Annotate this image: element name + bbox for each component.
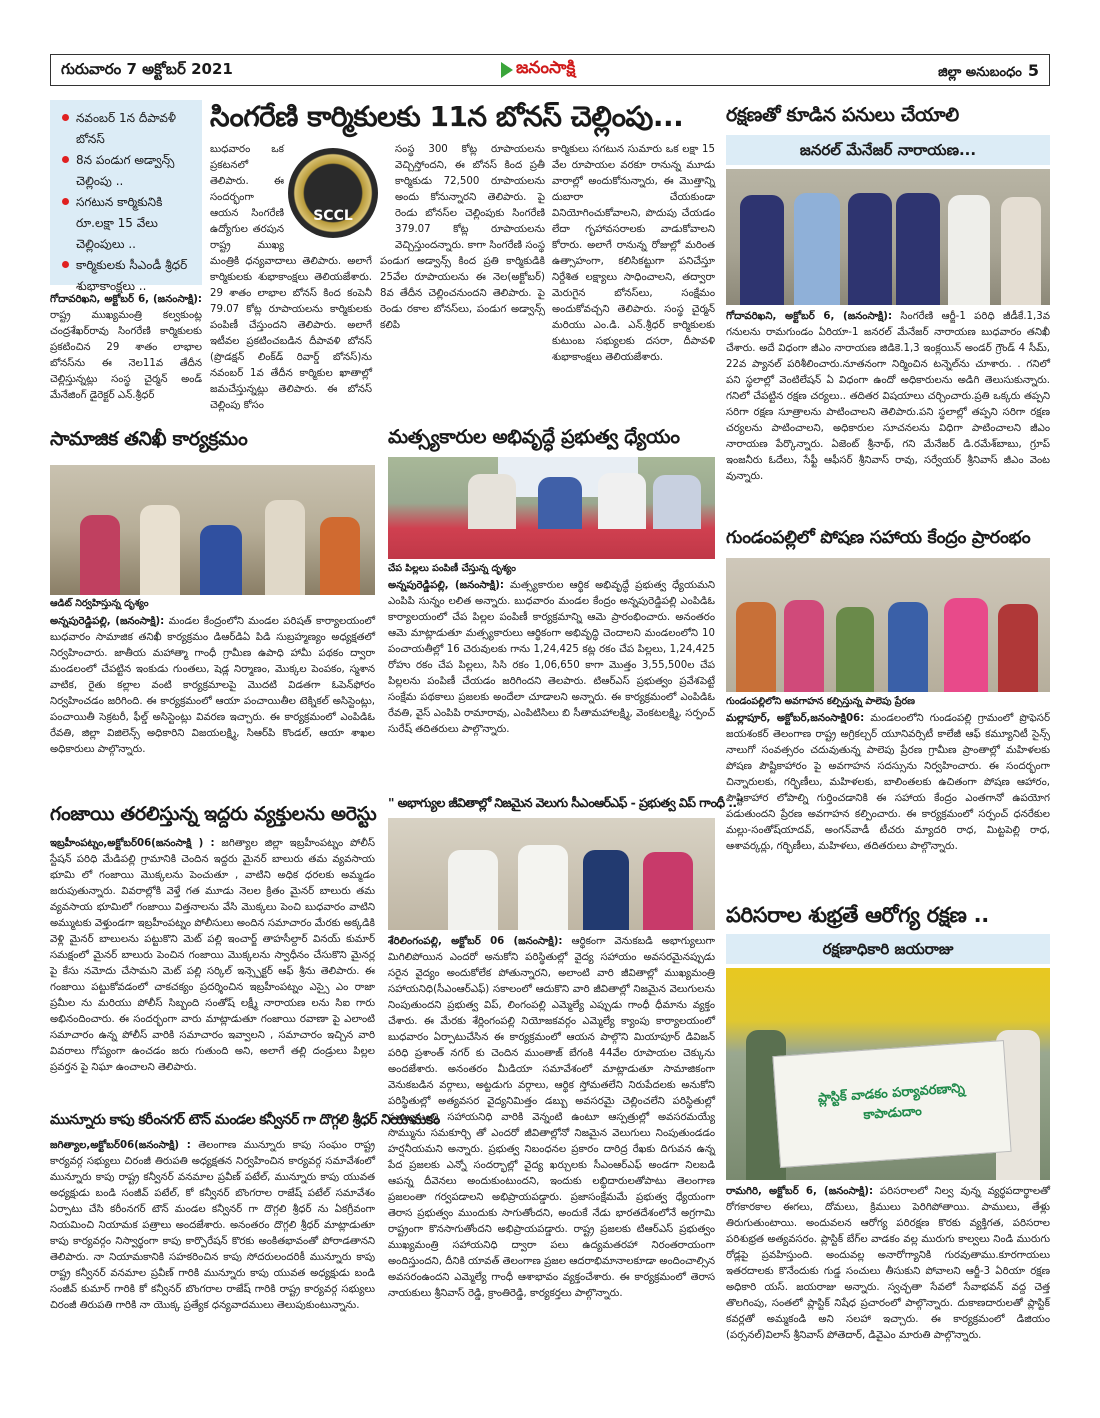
article-body — [50, 836, 375, 1096]
highlight-item: కార్మికులకు సీఎండీ శ్రీధర్ శుభాకాంక్షలు .. — [60, 255, 194, 297]
sccl-logo — [288, 148, 378, 238]
newspaper-logo — [501, 58, 575, 82]
sccl-logo-text: SCCL — [313, 208, 353, 224]
headline-clean-surroundings: పరిసరాల శుభ్రతే ఆరోగ్య రక్షణ .. — [726, 903, 989, 927]
headline-ganja-arrest: గంజాయి తరలిస్తున్న ఇద్దరు వ్యక్తులను అరెస్టు — [50, 803, 377, 825]
photo-cheque-handover — [388, 818, 715, 930]
dateline: అన్నపురెడ్డిపల్లి, (జనంసాక్షి): — [388, 580, 504, 591]
headline-cmrf: " అభాగ్యుల జీవితాల్లో నిజమైన వెలుగు సీఎంఆర్ఎఫ్ - ప్రభుత్వ విప్ గాంధీ .." — [388, 795, 743, 810]
article-text: మండలంలోని గుండంపల్లి గ్రామంలో ప్రొఫెసర్ జయశంకర్ తెలంగాణ రాష్ట్ర అగ్రికల్చర్ యూనివర్సిటీ కాలేజీ ఆఫ్ కమ్యూనిటీ సైన్స్ నాలుగో సంవత్సరం చదువుతున్న పాలెపు ప్రేరణ గ్రామీణ ప్రాంతాల్లో మహిళలకు పోషణ పౌష్టికాహారం పై అవగాహన సదస్సును నిర్వహించారు. ఈ సందర్భంగా చిన్నారులకు, గర్భిణీలు, మహిళలకు, బాలింతలకు ఉచితంగా పోషణ ఆహారం, పౌష్టికాహార లోపాల్ని గుర్తించడానికి ఈ సహాయ కేంద్రం ఎంతగానో ఉపయోగ పడుతుందని ప్రేరణ అవగాహన కల్పించారు. ఈ కార్యక్రమంలో సర్పంచ్ ధనరేకుల మల్లు-సంతోష్‌యాదవ్, అంగన్‌వాడీ టీచరు మ్యాదరి రాధ, మిట్టపెల్లి రాధ, ఆశావర్కర్లు, గర్భిణీలు, మహిళలు, తదితరులు పాల్గొన్నారు. — [726, 713, 1050, 852]
dateline: గోదావరిఖని, అక్టోబర్ 6, (జనంసాక్షి): — [726, 311, 893, 322]
article-body — [388, 934, 715, 1398]
headline-safety-works: రక్షణతో కూడిన పనులు చేయాలి — [726, 104, 959, 126]
article-body — [726, 711, 1050, 889]
article-text: జగిత్యాల జిల్లా ఇబ్రహీంపట్నం పోలీస్ స్టేషన్ పరిధి మేడిపల్లి గ్రామానికి చెందిన ఇద్దరు మైనర్ బాలురు తమ వ్యవసాయ భూమి లో గంజాయి మొక్కలను పెంచుతూ , వాటిని అధిక ధరలకు అమ్మడం జరుపుతున్నారు. వివరాల్లోకి వెళ్తే గత మూడు నెలల క్రితం మైనర్ బాలురు తమ వ్యవసాయ భూమిలో గంజాయి విత్తనాలను వేసి మొక్కలు పెంచి బుధవారం వాటిని అమ్ముటకు వెళ్తుండగా ఇబ్రహీంపట్నం పోలీసులు అందిన సమాచారం మేరకు అక్కడికి వెళ్లి మైనర్ బాలులను పట్టుకొని మెట్ పల్లి ఇంచార్జ్ తాహసీల్దార్ వినయ్ కుమార్ సమక్షంలో మైనర్ బాలురు పెంచిన గంజాయి మొక్కలను స్వాధీనం చేసుకొని మైనర్ల పై కేసు నమోదు చేసామని మెట్ పల్లి సర్కిల్ ఇన్స్పెక్టర్ ఆఫ్ శ్రీను తెలిపారు. ఈ గంజాయి పట్టుకోవడంలో చాకచక్యం ప్రదర్శించిన ఇబ్రహీంపట్నం ఎస్సై ఎం రాజా ప్రమీల ను మరియు పోలీస్ సిబ్బంది సంతోష్ లక్ష్మీ నారాయణ లను సిఐ గారు అభినందించారు. ఈ సందర్భంగా వారు మాట్లాడుతూ గంజాయి రవాణా పై ఎలాంటి సమాచారం ఉన్న పోలీస్ వారికి సమాచారం ఇవ్వాలని , సమాచారం ఇచ్చిన వారి వివరాలు గోప్యంగా ఉంచడం జరు గుతుంది అని, అలాగే తల్లి దండ్రులు పిల్లల ప్రవర్తన పై నిఘా ఉంచాలని తెలిపారు. — [50, 838, 375, 1073]
photo-caption: చేప పిల్లలు పంపిణీ చేస్తున్న దృశ్యం — [388, 563, 516, 574]
subheadline: రక్షణాధికారి జయరాజు — [726, 934, 1050, 964]
article-body — [726, 309, 1050, 519]
dateline: రామగిరి, అక్టోబర్ 6, (జనంసాక్షి): — [726, 1186, 874, 1197]
highlight-item: 8న పండుగ అడ్వాన్స్ చెల్లింపు .. — [60, 150, 194, 192]
article-body — [50, 292, 202, 401]
masthead — [50, 54, 1050, 86]
headline-munnuru-kapu: మున్నూరు కాపు కరీంనగర్ టౌన్ మండల కన్వీనర్ గా దొగ్గలి శ్రీధర్ నియామకం — [50, 1112, 440, 1128]
photo-fish-distribution — [388, 457, 715, 559]
article-text: సంస్థ 300 కోట్ల రూపాయలను వెచ్చిస్తోందని, ఈ బోనస్ కింద ప్రతీ కార్మికుడు 72,500 రూపాయలను అందు కోనున్నారని తెలిపారు. పై రెండు బోనస్‌ల చెల్లింపుకు సింగరేణి 379.07 కోట్ల రూపాయలను వెచ్చిస్తుందన్నారు. కాగా సింగరేణి సంస్థ పండుగ అడ్వాన్స్ కింద ప్రతి కార్మికుడికి 25వేల రూపాయలను ఈ నెల(అక్టోబర్) 8వ తేదీన చెల్లించనుందని తెలిపారు. పై రెండు రకాల బోనస్‌లు, పండుగ అడ్వాన్స్ కలిపి — [380, 144, 545, 331]
article-body — [388, 578, 715, 790]
photo-plastic-awareness — [726, 968, 1050, 1180]
article-text: పరిసరాలలో నిల్వ వున్న వ్యర్థపదార్థాలతో రోగకారకాల ఈగలు, దోమలు, క్రిములు పెరిగిపోతాయి. పాములు, తేళ్లు తిరుగుతుంటాయి. అందువలన ఆరోగ్య పరిరక్షణ కొరకు వ్యక్తిగత, పరిసరాల పరిశుభ్రత అత్యవసరం. ప్లాస్టిక్ బేగ్‌ల వాడకం వల్ల మురుగు కాల్వలు నిండి మురుగు రోడ్లపై ప్రవహిస్తుంది. అందువల్ల అనారోగ్యానికి గురవుతాము.కూరగాయలు ఇతరదాలకు కొనేందుకు గుడ్డ సంచులు తీసుకుని పోవాలని ఆర్జీ-3 ఏరియా రక్షణ అధికారి యస్. జయరాజు అన్నారు. స్వచ్ఛతా సేవలో సేవాభవన్ వద్ద చెత్త తొలగింపు, సంతలో ప్లాస్టిక్ నిషేధ ప్రచారంలో పాల్గొన్నారు. దుకాణదారులతో ప్లాస్టిక్ కవర్లతో అమ్మకండి అని సలహా ఇచ్చారు. ఈ కార్యక్రమంలో డిజియం (పర్సనల్)విలాస్ శ్రీనివాస్ పోతెదార్, డివైఎం మారుతి పాల్గొన్నారు. — [726, 1186, 1050, 1341]
photo-caption: ఆడిట్ నిర్వహిస్తున్న దృశ్యం — [50, 598, 149, 609]
logo-triangle-icon — [501, 62, 513, 78]
article-text: బుధవారం ఒక ప్రకటనలో తెలిపారు. ఈ సందర్భంగా ఆయన సింగరేణి ఉద్యోగుల తరపున రాష్ట్ర ముఖ్య మంత్రికి ధన్యవాదాలు తెలిపారు. అలాగే కార్మికులకు శుభాకాంక్షలు తెలియజేశారు. 29 శాతం లాభాల బోనస్ కింద కంపెనీ 79.07 కోట్ల రూపాయలను కార్మికులకు పంపిణీ చేస్తుందని తెలిపారు. అలాగే ఇటీవల ప్రకటించబడిన దీపావళి బోనస్ (ప్రొడక్షన్ లింక్‌డ్ రివార్డ్ బోనస్)ను నవంబర్ 1వ తేదీన కార్మికుల ఖాతాల్లో జమచేస్తున్నట్లు తెలిపారు. ఈ బోనస్ చెల్లింపు కోసం — [210, 144, 372, 411]
article-text: రాష్ట్ర ముఖ్యమంత్రి కల్వకుంట్ల చంద్రశేఖర్‌రావు సింగరేణి కార్మికులకు ప్రకటించిన 29 శాతం లాభాల బోనస్‌ను ఈ నెల11వ తేదీన చెల్లిస్తున్నట్లు సంస్థ చైర్మన్ అండ్ మేనేజింగ్ డైరెక్టర్ ఎన్.శ్రీధర్ — [50, 310, 202, 401]
photo-social-audit — [50, 465, 375, 595]
article-text: కార్మికులు సగటున సుమారు ఒక లక్షా 15 వేల రూపాయల వరకూ రానున్న మూడు వారాల్లో అందుకోనున్నారు, ఈ మొత్తాన్ని దుబారా చేయకుండా వినియోగించుకోవాలని, పొదుపు చేయడం లేదా గృహావసరాలకు వాడుకోవాలని కోరారు. అలాగే రానున్న రోజుల్లో మరింత ఉత్సాహంగా, కలిసికట్టుగా పనిచేస్తూ నిర్దేశిత లక్ష్యాలు సాధించాలని, తద్వారా మెరుగైన బోనస్‌లు, సంక్షేమం అందుకోవచ్చని తెలిపారు. సంస్థ చైర్మన్ మరియు ఎం.డి. ఎన్.శ్రీధర్ కార్మికులకు కుటుంబ సభ్యులకు దసరా, దీపావళి శుభాకాంక్షలు తెలియజేశారు. — [552, 144, 715, 363]
article-column — [380, 142, 545, 388]
issue-date: గురువారం 7 అక్టోబర్ 2021 — [61, 60, 233, 78]
article-body — [50, 1138, 375, 1398]
dateline: గోదావరిఖని, అక్టోబర్ 6, (జనంసాక్షి): — [50, 294, 202, 305]
dateline: జగిత్యాల,అక్టోబర్06(జనంసాక్షి) : — [50, 1140, 191, 1151]
article-text: సింగరేణి ఆర్జీ-1 పరిధి జీడీకే.1,3వ గనులను రామగుండం ఏరియా-1 జనరల్ మేనేజర్ నారాయణ బుధవారం తనిఖీ చేశారు. అదే విధంగా జీఎం నారాయణ జిడికె.1,3 ఇంక్లయిన్ అండర్ గ్రౌండ్ 4 సీమ్, 22వ ప్యానల్ పరిశీలించారు.నూతనంగా నిర్మించిన టన్నెల్‌ను చూశారు. . గనిలో పని స్థలాల్లో వెంటిలేషన్ ఏ విధంగా ఉందో అధికారులను అడిగి తెలుసుకున్నారు. గనిలో చేపట్టిన రక్షణ చర్యలు.. తదితర విషయాలు చర్చించారు.ప్రతి ఒక్కరు తప్పని సరిగా రక్షణ సూత్రాలను పాటించాలని తెలిపారు.పని స్థలాల్లో తప్పని సరిగా రక్షణ చర్యలను పాటించాలని, అధికారుల సూచనలను విధిగా పాటించాలని జీఎం నారాయణ పేర్కొన్నారు. ఏజెంట్ శ్రీనాథ్, గని మేనేజర్ డి.రమేశ్‌బాబు, గ్రూప్ ఇంజనీరు ఓదేలు, సేఫ్టీ ఆఫీసర్ శ్రీనివాస్ రావు, సర్వేయర్ శ్రీనివాస్ జీఎం వెంట వున్నారు. — [726, 311, 1050, 482]
banner-text: ప్లాస్టిక్ వాడకం పర్యావరణాన్ని కాపాడుదాం — [817, 1080, 966, 1123]
dateline: శేరిలింగంపల్లి, అక్టోబర్ 06 (జనంసాక్షి): — [388, 936, 563, 947]
photo-nutrition-center — [726, 558, 1050, 692]
dateline: మల్లాపూర్, అక్టోబర్,జనంసాక్షి06: — [726, 713, 865, 724]
article-column — [552, 142, 715, 388]
photo-gm-inspection — [726, 169, 1050, 305]
subheadline: జనరల్ మేనేజర్ నారాయణ... — [726, 135, 1050, 165]
section-name: జిల్లా అనుబంధం — [938, 65, 1022, 80]
article-text: తెలంగాణ మున్నూరు కాపు సంఘం రాష్ట్ర కార్యవర్గ సభ్యులు చిరంజీ తిరుపతి అధ్యక్షతన నిర్వహించిన కార్యవర్గ సమావేశంలో మున్నూరు కాపు రాష్ట్ర కన్వీనర్ వనమాల ప్రవీణ్ పటేల్, మున్నూరు కాపు యువత అధ్యక్షుడు బండి సంజీవ్ పటేల్, కో కన్వీనర్ బొంగరాల రాజేష్ పటేల్ సమావేశం ఏర్పాటు చేసి కరీంనగర్ టౌన్ మండల కన్వీనర్ గా దొగ్గలి శ్రీధర్ ను ఏకగ్రీవంగా నియమించి నియామక పత్రాలు అందజేశారు. అనంతరం దొగ్గలి శ్రీధర్ మాట్లాడుతూ కాపు కార్యవర్గం నిస్వార్థంగా కాపు కార్పొరేషన్ కొరకు అంకితభావంతో పోరాడతానని తెలిపారు. నా నియామకానికి సహకరించిన కాపు సోదరులందరికీ మున్నూరు కాపు రాష్ట్ర కన్వీనర్ వనమాల ప్రవీణ్ గారికి మున్నూరు కాపు యువత అధ్యక్షుడు బండి సంజీవ్ కుమార్ గారికి కో కన్వీనర్ బొంగరాల రాజేష్ గారికి రాష్ట్ర కార్యవర్గ సభ్యులు చిరంజీ తిరుపతి గారికి నా యొక్క ప్రత్యేక ధన్యవాదములు తెలుపుకుంటున్నాను. — [50, 1140, 375, 1311]
article-text: మత్స్యకారుల ఆర్థిక అభివృద్ధే ప్రభుత్వ ధ్యేయమని ఎంపిపి సున్నం లలిత అన్నారు. బుధవారం మండల కేంద్రం అన్నపురెడ్డిపల్లి ఎంపిడిఓ కార్యాలయంలో చేప పిల్లల పంపిణీ కార్యక్రమాన్ని ఆమె ప్రారంభించారు. అనంతరం ఆమె మాట్లాడుతూ మత్స్యకారులు ఆర్థికంగా అభివృద్ధి చెందాలని మండలంలోని 10 పంచాయతీల్లో 16 చెరువులకు గాను 1,24,425 కట్ల రకం చేప పిల్లలు, 1,24,425 రోహు రకం చేప పిల్లలు, సిసి రకం 1,06,650 కాగా మొత్తం 3,55,500ల చేప పిల్లలను పంపిణీ చేయడం జరిగిందని తెలపారు. టిఆర్ఎస్ ప్రభుత్వం ప్రవేశపెట్టే సంక్షేమ పథకాలు ప్రజలకు అందేలా చూడాలని అన్నారు. ఈ కార్యక్రమంలో ఎంపిడిఓ రేవతి, వైస్ ఎంపిపి రామారావు, ఎంపిటిసిలు బి సీతామహాలక్ష్మి, వెంకటలక్ష్మి, సర్పంచ్ సురేష్ తదితరులు పాల్గొన్నారు. — [388, 580, 715, 735]
logo-text: జనంసాక్షి — [516, 58, 576, 78]
highlight-item: సగటున కార్మికునికి రూ.లక్షా 15 వేలు చెల్లింపులు .. — [60, 192, 194, 255]
headline-singareni-bonus: సింగరేణి కార్మికులకు 11న బోనస్ చెల్లింపు... — [210, 100, 684, 133]
dateline: ఇబ్రహీంపట్నం,అక్టోబర్06(జనంసాక్షి ) : — [50, 838, 215, 849]
page-number: 5 — [1027, 61, 1039, 80]
dateline: అన్నపురెడ్డిపల్లి, (జనంసాక్షి): — [50, 616, 165, 627]
article-body — [726, 1184, 1050, 1398]
highlights-box — [50, 100, 202, 293]
headline-social-audit: సామాజిక తనిఖీ కార్యక్రమం — [50, 428, 248, 450]
headline-nutrition-center: గుండంపల్లిలో పోషణ సహాయ కేంద్రం ప్రారంభం — [726, 528, 1031, 548]
article-text: మండల కేంద్రంలోని మండల పరిషత్ కార్యాలయంలో బుధవారం సామాజిక తనిఖీ కార్యక్రమం డిఆర్‌డిఏ పిడి సుబ్రహ్మణ్యం అధ్యక్షతలో నిర్వహించారు. జాతీయ మహాత్మా గాంధీ గ్రామీణ ఉపాధి హామీ పథకం ద్వారా మండలంలో చేపట్టిన ఇంకుడు గుంతలు, షెడ్ల నిర్మాణం, మొక్కల పెంపకం, స్మశాన వాటిక, రైతు కల్లాల వంటి కార్యక్రమాలపై మొదటి విడతగా ఓపెన్‌ఫోరం నిర్వహించడం జరిగింది. ఈ కార్యక్రమంలో ఆయా పంచాయితీల టెక్నికల్ అసిస్టెంట్లు, పంచాయితీ సెక్రటరీ, ఫీల్డ్ అసిస్టెంట్లు వివరణ ఇచ్చారు. ఈ కార్యక్రమంలో ఎంపిడిఓ రేవతి, జిల్లా విజిలెన్స్ అధికారిని విజయలక్ష్మి, సిఆర్‌పి కొండల్, ఆయా శాఖల అధికారులు పాల్గొన్నారు. — [50, 616, 375, 755]
photo-caption: గుండంపల్లిలోని అవగాహన కల్పిస్తున్న పాలెపు ప్రేరణ — [726, 696, 915, 707]
article-body — [50, 614, 375, 792]
page-section — [938, 61, 1039, 83]
logo-wrap-space — [380, 142, 395, 242]
highlight-item: నవంబర్ 1న దీపావళీ బోనస్ — [60, 108, 194, 150]
article-text: ఆర్థికంగా వెనుకబడి అభాగ్యులుగా మిగిలిపోయిన ఎందరో అనుకోని పరిస్థితుల్లో వైద్య సహాయం అవసరమైనప్పుడు సరైన వైద్యం అందుకోలేక పోతున్నారని, అలాంటి వారి జీవితాల్లో ముఖ్యమంత్రి సహాయనిధి(సీఎంఆర్ఎఫ్) సకాలంలో ఆదుకొని వారి జీవితాల్లో నిజమైన వెలుగులను నింపుతుందని ప్రభుత్వ విప్, లింగంపల్లి ఎమ్మెల్యే ఎప్పుడు గాంధీ ధీమాను వ్యక్తం చేశారు. ఈ మేరకు శేర్లింగంపల్లి నియోజకవర్గం ఎమ్మెల్యే క్యాంపు కార్యాలయంలో బుధవారం ఏర్పాటుచేసిన ఈ కార్యక్రమంలో ఆయన పాల్గొని మియాపూర్ డివిజన్ పరిధి ప్రశాంత్ నగర్ కు చెందిన ముంతాజ్ బేగంకి 44వేల రూపాయల చెక్కును అందజేశారు. అనంతరం మీడియా సమావేశంలో మాట్లాడుతూ సామాజికంగా వెనుకబడిన వర్గాలు, అట్టడుగు వర్గాలు, ఆర్థిక స్తోమతలేని నిరుపేదలకు అనుకోని పరిస్థితుల్లో అత్యవసర వైద్యనిమిత్తం డబ్బు అవసరమై చెల్లించలేని పరిస్థితుల్లో ముఖ్యమంత్రి సహాయనిధి వారికి వెన్నంటి ఉంటూ ఆస్పత్రుల్లో అవసరమయ్యే సొమ్మును సమకూర్చి తో ఎందరో జీవితాల్లోనో నిజమైన వెలుగులు నింపుతుండడం హర్షనీయమని అన్నారు. ప్రభుత్వ నిబంధనల ప్రకారం దారిద్ర రేఖకు దిగువన ఉన్న పేద ప్రజలకు ఎన్నో సందర్భాల్లో వైద్య ఖర్చులకు సీఎంఆర్ఎఫ్ అండగా నిలబడి ఆపన్న దీవెనలు అందుకుంటుందని, ఇందుకు లబ్ధిదారులతోపాటు తెలంగాణ ప్రజలంతా గర్వపడాలని అభిప్రాయపడ్డారు. ప్రజాసంక్షేమమే ప్రభుత్వ ధ్యేయంగా తెరాస ప్రభుత్వం ముందుకు సాగుతోందని, అందుకే నేడు భారతదేశంలోనే అగ్రగామి రాష్ట్రంగా కొనసాగుతోందని అభిప్రాయపడ్డారు. రాష్ట్ర ప్రజలకు టిఆర్ఎస్ ప్రభుత్వం ముఖ్యమంత్రి సహాయనిధి ద్వారా పలు ఉద్యమతరహా నిరంతరాయంగా అందిస్తుందని, దీనికి యావత్ తెలంగాణ ప్రజల ఆదరాభిమానాలకూడా అందించాల్సిన అవసరంఉందని ఎమ్మెల్యే గాంధీ ఆశాభావం వ్యక్తంచేశారు. ఈ కార్యక్రమంలో తెరాస నాయకులు శ్రీనివాస్ రెడ్డి, క్రాంతిరెడ్డి, కార్యకర్తలు పాల్గొన్నారు. — [388, 936, 715, 1299]
headline-fishermen: మత్స్యకారుల అభివృద్ధే ప్రభుత్వ ధ్యేయం — [388, 426, 680, 448]
